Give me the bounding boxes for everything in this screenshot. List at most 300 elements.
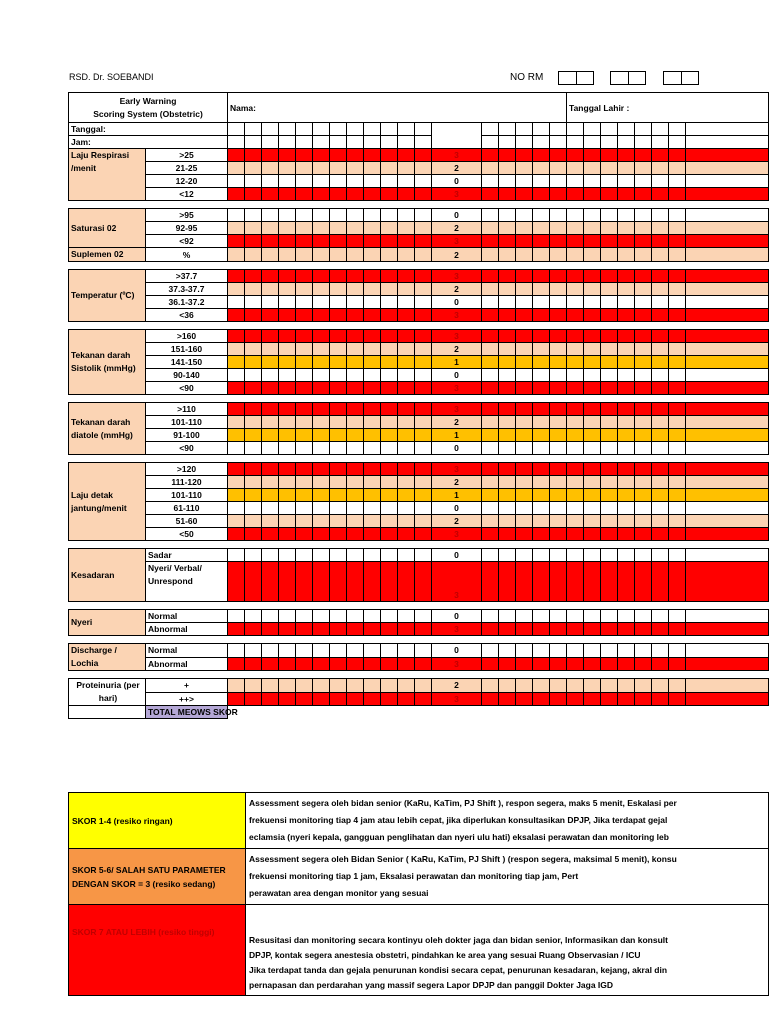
observation-cell[interactable] — [347, 209, 364, 222]
observation-cell[interactable] — [669, 442, 686, 455]
observation-cell[interactable] — [313, 515, 330, 528]
observation-cell[interactable] — [381, 369, 398, 382]
observation-cell[interactable] — [330, 222, 347, 235]
observation-cell[interactable] — [381, 382, 398, 395]
observation-cell[interactable] — [279, 463, 296, 476]
observation-cell[interactable] — [584, 528, 601, 541]
observation-cell[interactable] — [398, 562, 415, 602]
observation-cell[interactable] — [381, 476, 398, 489]
observation-cell[interactable] — [364, 270, 381, 283]
date-cell[interactable] — [584, 123, 601, 136]
rm-box-2[interactable] — [610, 71, 646, 85]
observation-cell[interactable] — [313, 209, 330, 222]
observation-cell[interactable] — [279, 515, 296, 528]
observation-cell[interactable] — [686, 149, 769, 162]
observation-cell[interactable] — [364, 296, 381, 309]
observation-cell[interactable] — [364, 162, 381, 175]
time-cell[interactable] — [296, 136, 313, 149]
observation-cell[interactable] — [415, 644, 432, 658]
observation-cell[interactable] — [550, 442, 567, 455]
observation-cell[interactable] — [415, 149, 432, 162]
observation-cell[interactable] — [635, 657, 652, 671]
observation-cell[interactable] — [567, 515, 584, 528]
observation-cell[interactable] — [313, 296, 330, 309]
observation-cell[interactable] — [652, 644, 669, 658]
observation-cell[interactable] — [618, 270, 635, 283]
observation-cell[interactable] — [381, 283, 398, 296]
date-cell[interactable] — [618, 123, 635, 136]
observation-cell[interactable] — [601, 222, 618, 235]
observation-cell[interactable] — [262, 270, 279, 283]
observation-cell[interactable] — [533, 382, 550, 395]
observation-cell[interactable] — [567, 175, 584, 188]
observation-cell[interactable] — [482, 549, 499, 562]
observation-cell[interactable] — [686, 562, 769, 602]
observation-cell[interactable] — [313, 429, 330, 442]
observation-cell[interactable] — [686, 330, 769, 343]
observation-cell[interactable] — [262, 188, 279, 201]
observation-cell[interactable] — [567, 188, 584, 201]
observation-cell[interactable] — [482, 502, 499, 515]
observation-cell[interactable] — [567, 610, 584, 623]
observation-cell[interactable] — [618, 296, 635, 309]
observation-cell[interactable] — [415, 403, 432, 416]
observation-cell[interactable] — [618, 679, 635, 693]
observation-cell[interactable] — [669, 175, 686, 188]
observation-cell[interactable] — [635, 429, 652, 442]
observation-cell[interactable] — [499, 283, 516, 296]
observation-cell[interactable] — [533, 679, 550, 693]
observation-cell[interactable] — [364, 222, 381, 235]
observation-cell[interactable] — [567, 235, 584, 248]
observation-cell[interactable] — [415, 356, 432, 369]
observation-cell[interactable] — [398, 149, 415, 162]
observation-cell[interactable] — [482, 175, 499, 188]
observation-cell[interactable] — [550, 188, 567, 201]
observation-cell[interactable] — [618, 442, 635, 455]
observation-cell[interactable] — [686, 248, 769, 262]
observation-cell[interactable] — [618, 562, 635, 602]
observation-cell[interactable] — [347, 248, 364, 262]
observation-cell[interactable] — [601, 489, 618, 502]
observation-cell[interactable] — [381, 610, 398, 623]
observation-cell[interactable] — [330, 610, 347, 623]
observation-cell[interactable] — [652, 657, 669, 671]
observation-cell[interactable] — [516, 528, 533, 541]
observation-cell[interactable] — [533, 463, 550, 476]
observation-cell[interactable] — [482, 188, 499, 201]
observation-cell[interactable] — [279, 442, 296, 455]
observation-cell[interactable] — [669, 644, 686, 658]
observation-cell[interactable] — [228, 502, 245, 515]
observation-cell[interactable] — [618, 235, 635, 248]
observation-cell[interactable] — [245, 369, 262, 382]
observation-cell[interactable] — [262, 235, 279, 248]
observation-cell[interactable] — [482, 369, 499, 382]
observation-cell[interactable] — [482, 528, 499, 541]
observation-cell[interactable] — [279, 489, 296, 502]
observation-cell[interactable] — [228, 175, 245, 188]
observation-cell[interactable] — [652, 562, 669, 602]
observation-cell[interactable] — [313, 679, 330, 693]
observation-cell[interactable] — [584, 562, 601, 602]
observation-cell[interactable] — [228, 692, 245, 706]
observation-cell[interactable] — [398, 610, 415, 623]
observation-cell[interactable] — [415, 235, 432, 248]
observation-cell[interactable] — [415, 463, 432, 476]
observation-cell[interactable] — [567, 283, 584, 296]
observation-cell[interactable] — [296, 382, 313, 395]
observation-cell[interactable] — [364, 476, 381, 489]
observation-cell[interactable] — [313, 330, 330, 343]
observation-cell[interactable] — [347, 429, 364, 442]
observation-cell[interactable] — [364, 330, 381, 343]
observation-cell[interactable] — [669, 162, 686, 175]
observation-cell[interactable] — [482, 476, 499, 489]
observation-cell[interactable] — [652, 330, 669, 343]
observation-cell[interactable] — [296, 175, 313, 188]
observation-cell[interactable] — [364, 356, 381, 369]
observation-cell[interactable] — [398, 679, 415, 693]
observation-cell[interactable] — [533, 283, 550, 296]
observation-cell[interactable] — [262, 222, 279, 235]
observation-cell[interactable] — [415, 476, 432, 489]
observation-cell[interactable] — [330, 562, 347, 602]
observation-cell[interactable] — [398, 657, 415, 671]
observation-cell[interactable] — [313, 188, 330, 201]
observation-cell[interactable] — [398, 463, 415, 476]
observation-cell[interactable] — [398, 416, 415, 429]
observation-cell[interactable] — [652, 188, 669, 201]
observation-cell[interactable] — [330, 416, 347, 429]
observation-cell[interactable] — [516, 188, 533, 201]
observation-cell[interactable] — [618, 330, 635, 343]
observation-cell[interactable] — [499, 296, 516, 309]
observation-cell[interactable] — [533, 309, 550, 322]
observation-cell[interactable] — [584, 623, 601, 636]
observation-cell[interactable] — [245, 222, 262, 235]
observation-cell[interactable] — [482, 209, 499, 222]
time-cell[interactable] — [567, 136, 584, 149]
observation-cell[interactable] — [618, 549, 635, 562]
observation-cell[interactable] — [652, 343, 669, 356]
observation-cell[interactable] — [330, 188, 347, 201]
observation-cell[interactable] — [533, 644, 550, 658]
observation-cell[interactable] — [635, 382, 652, 395]
observation-cell[interactable] — [296, 679, 313, 693]
observation-cell[interactable] — [499, 188, 516, 201]
observation-cell[interactable] — [347, 270, 364, 283]
observation-cell[interactable] — [499, 442, 516, 455]
observation-cell[interactable] — [313, 416, 330, 429]
observation-cell[interactable] — [499, 463, 516, 476]
observation-cell[interactable] — [228, 369, 245, 382]
observation-cell[interactable] — [567, 623, 584, 636]
observation-cell[interactable] — [669, 692, 686, 706]
observation-cell[interactable] — [533, 610, 550, 623]
observation-cell[interactable] — [279, 149, 296, 162]
observation-cell[interactable] — [279, 692, 296, 706]
observation-cell[interactable] — [516, 369, 533, 382]
observation-cell[interactable] — [381, 644, 398, 658]
observation-cell[interactable] — [245, 429, 262, 442]
observation-cell[interactable] — [584, 270, 601, 283]
observation-cell[interactable] — [415, 343, 432, 356]
observation-cell[interactable] — [669, 382, 686, 395]
observation-cell[interactable] — [516, 610, 533, 623]
observation-cell[interactable] — [635, 175, 652, 188]
observation-cell[interactable] — [516, 502, 533, 515]
observation-cell[interactable] — [313, 382, 330, 395]
observation-cell[interactable] — [415, 429, 432, 442]
observation-cell[interactable] — [567, 330, 584, 343]
observation-cell[interactable] — [313, 162, 330, 175]
observation-cell[interactable] — [635, 356, 652, 369]
observation-cell[interactable] — [499, 679, 516, 693]
observation-cell[interactable] — [635, 610, 652, 623]
observation-cell[interactable] — [652, 382, 669, 395]
observation-cell[interactable] — [601, 429, 618, 442]
date-cell[interactable] — [347, 123, 364, 136]
observation-cell[interactable] — [347, 343, 364, 356]
observation-cell[interactable] — [550, 149, 567, 162]
observation-cell[interactable] — [635, 149, 652, 162]
observation-cell[interactable] — [381, 309, 398, 322]
observation-cell[interactable] — [567, 382, 584, 395]
observation-cell[interactable] — [516, 222, 533, 235]
observation-cell[interactable] — [415, 330, 432, 343]
observation-cell[interactable] — [381, 562, 398, 602]
observation-cell[interactable] — [686, 515, 769, 528]
observation-cell[interactable] — [364, 515, 381, 528]
observation-cell[interactable] — [635, 283, 652, 296]
observation-cell[interactable] — [262, 549, 279, 562]
observation-cell[interactable] — [262, 442, 279, 455]
observation-cell[interactable] — [330, 382, 347, 395]
time-cell[interactable] — [364, 136, 381, 149]
observation-cell[interactable] — [364, 403, 381, 416]
observation-cell[interactable] — [635, 162, 652, 175]
observation-cell[interactable] — [669, 416, 686, 429]
observation-cell[interactable] — [635, 188, 652, 201]
date-cell[interactable] — [669, 123, 686, 136]
observation-cell[interactable] — [686, 382, 769, 395]
observation-cell[interactable] — [652, 175, 669, 188]
observation-cell[interactable] — [567, 248, 584, 262]
observation-cell[interactable] — [347, 562, 364, 602]
observation-cell[interactable] — [347, 679, 364, 693]
date-cell[interactable] — [296, 123, 313, 136]
observation-cell[interactable] — [652, 429, 669, 442]
observation-cell[interactable] — [347, 162, 364, 175]
observation-cell[interactable] — [228, 623, 245, 636]
observation-cell[interactable] — [516, 149, 533, 162]
observation-cell[interactable] — [262, 610, 279, 623]
observation-cell[interactable] — [601, 416, 618, 429]
observation-cell[interactable] — [652, 549, 669, 562]
observation-cell[interactable] — [516, 283, 533, 296]
observation-cell[interactable] — [245, 476, 262, 489]
observation-cell[interactable] — [279, 549, 296, 562]
observation-cell[interactable] — [567, 416, 584, 429]
observation-cell[interactable] — [330, 502, 347, 515]
observation-cell[interactable] — [364, 610, 381, 623]
time-cell[interactable] — [669, 136, 686, 149]
observation-cell[interactable] — [686, 235, 769, 248]
observation-cell[interactable] — [347, 235, 364, 248]
observation-cell[interactable] — [330, 515, 347, 528]
observation-cell[interactable] — [364, 235, 381, 248]
observation-cell[interactable] — [398, 330, 415, 343]
observation-cell[interactable] — [262, 309, 279, 322]
observation-cell[interactable] — [482, 382, 499, 395]
observation-cell[interactable] — [347, 623, 364, 636]
observation-cell[interactable] — [499, 149, 516, 162]
observation-cell[interactable] — [499, 403, 516, 416]
observation-cell[interactable] — [245, 149, 262, 162]
observation-cell[interactable] — [584, 515, 601, 528]
observation-cell[interactable] — [279, 382, 296, 395]
observation-cell[interactable] — [516, 657, 533, 671]
observation-cell[interactable] — [618, 489, 635, 502]
observation-cell[interactable] — [618, 382, 635, 395]
observation-cell[interactable] — [262, 343, 279, 356]
observation-cell[interactable] — [398, 528, 415, 541]
observation-cell[interactable] — [262, 382, 279, 395]
observation-cell[interactable] — [279, 209, 296, 222]
observation-cell[interactable] — [669, 296, 686, 309]
observation-cell[interactable] — [567, 429, 584, 442]
observation-cell[interactable] — [245, 175, 262, 188]
observation-cell[interactable] — [398, 623, 415, 636]
observation-cell[interactable] — [635, 343, 652, 356]
observation-cell[interactable] — [533, 657, 550, 671]
observation-cell[interactable] — [245, 644, 262, 658]
observation-cell[interactable] — [550, 610, 567, 623]
observation-cell[interactable] — [347, 330, 364, 343]
observation-cell[interactable] — [567, 463, 584, 476]
observation-cell[interactable] — [635, 442, 652, 455]
observation-cell[interactable] — [584, 610, 601, 623]
observation-cell[interactable] — [601, 692, 618, 706]
observation-cell[interactable] — [245, 657, 262, 671]
observation-cell[interactable] — [228, 679, 245, 693]
observation-cell[interactable] — [669, 502, 686, 515]
observation-cell[interactable] — [381, 502, 398, 515]
observation-cell[interactable] — [381, 623, 398, 636]
observation-cell[interactable] — [584, 489, 601, 502]
observation-cell[interactable] — [262, 149, 279, 162]
observation-cell[interactable] — [262, 162, 279, 175]
date-cell[interactable] — [567, 123, 584, 136]
observation-cell[interactable] — [245, 356, 262, 369]
time-cell[interactable] — [330, 136, 347, 149]
observation-cell[interactable] — [635, 416, 652, 429]
observation-cell[interactable] — [347, 188, 364, 201]
observation-cell[interactable] — [228, 549, 245, 562]
observation-cell[interactable] — [550, 403, 567, 416]
observation-cell[interactable] — [533, 149, 550, 162]
observation-cell[interactable] — [618, 476, 635, 489]
rm-box-1[interactable] — [558, 71, 594, 85]
observation-cell[interactable] — [245, 515, 262, 528]
observation-cell[interactable] — [601, 149, 618, 162]
observation-cell[interactable] — [482, 610, 499, 623]
observation-cell[interactable] — [381, 356, 398, 369]
observation-cell[interactable] — [635, 330, 652, 343]
observation-cell[interactable] — [296, 515, 313, 528]
observation-cell[interactable] — [228, 476, 245, 489]
observation-cell[interactable] — [228, 382, 245, 395]
observation-cell[interactable] — [584, 235, 601, 248]
observation-cell[interactable] — [228, 209, 245, 222]
observation-cell[interactable] — [279, 296, 296, 309]
observation-cell[interactable] — [601, 188, 618, 201]
observation-cell[interactable] — [313, 283, 330, 296]
observation-cell[interactable] — [262, 463, 279, 476]
observation-cell[interactable] — [415, 679, 432, 693]
observation-cell[interactable] — [262, 403, 279, 416]
observation-cell[interactable] — [601, 442, 618, 455]
observation-cell[interactable] — [364, 175, 381, 188]
time-cell[interactable] — [652, 136, 669, 149]
observation-cell[interactable] — [245, 679, 262, 693]
date-cell[interactable] — [330, 123, 347, 136]
observation-cell[interactable] — [381, 235, 398, 248]
observation-cell[interactable] — [398, 283, 415, 296]
observation-cell[interactable] — [381, 188, 398, 201]
observation-cell[interactable] — [296, 149, 313, 162]
observation-cell[interactable] — [330, 528, 347, 541]
observation-cell[interactable] — [533, 343, 550, 356]
observation-cell[interactable] — [482, 356, 499, 369]
observation-cell[interactable] — [499, 549, 516, 562]
observation-cell[interactable] — [601, 476, 618, 489]
observation-cell[interactable] — [618, 644, 635, 658]
observation-cell[interactable] — [550, 657, 567, 671]
observation-cell[interactable] — [313, 343, 330, 356]
observation-cell[interactable] — [347, 489, 364, 502]
observation-cell[interactable] — [567, 657, 584, 671]
observation-cell[interactable] — [262, 562, 279, 602]
observation-cell[interactable] — [296, 657, 313, 671]
observation-cell[interactable] — [584, 309, 601, 322]
observation-cell[interactable] — [482, 235, 499, 248]
observation-cell[interactable] — [398, 644, 415, 658]
observation-cell[interactable] — [381, 162, 398, 175]
observation-cell[interactable] — [601, 515, 618, 528]
observation-cell[interactable] — [279, 644, 296, 658]
observation-cell[interactable] — [533, 209, 550, 222]
observation-cell[interactable] — [330, 476, 347, 489]
observation-cell[interactable] — [313, 610, 330, 623]
observation-cell[interactable] — [584, 343, 601, 356]
observation-cell[interactable] — [381, 403, 398, 416]
observation-cell[interactable] — [601, 209, 618, 222]
observation-cell[interactable] — [652, 623, 669, 636]
observation-cell[interactable] — [618, 623, 635, 636]
observation-cell[interactable] — [415, 692, 432, 706]
observation-cell[interactable] — [584, 657, 601, 671]
observation-cell[interactable] — [313, 175, 330, 188]
observation-cell[interactable] — [228, 283, 245, 296]
observation-cell[interactable] — [347, 463, 364, 476]
observation-cell[interactable] — [635, 463, 652, 476]
observation-cell[interactable] — [347, 296, 364, 309]
observation-cell[interactable] — [567, 502, 584, 515]
observation-cell[interactable] — [313, 222, 330, 235]
observation-cell[interactable] — [279, 248, 296, 262]
